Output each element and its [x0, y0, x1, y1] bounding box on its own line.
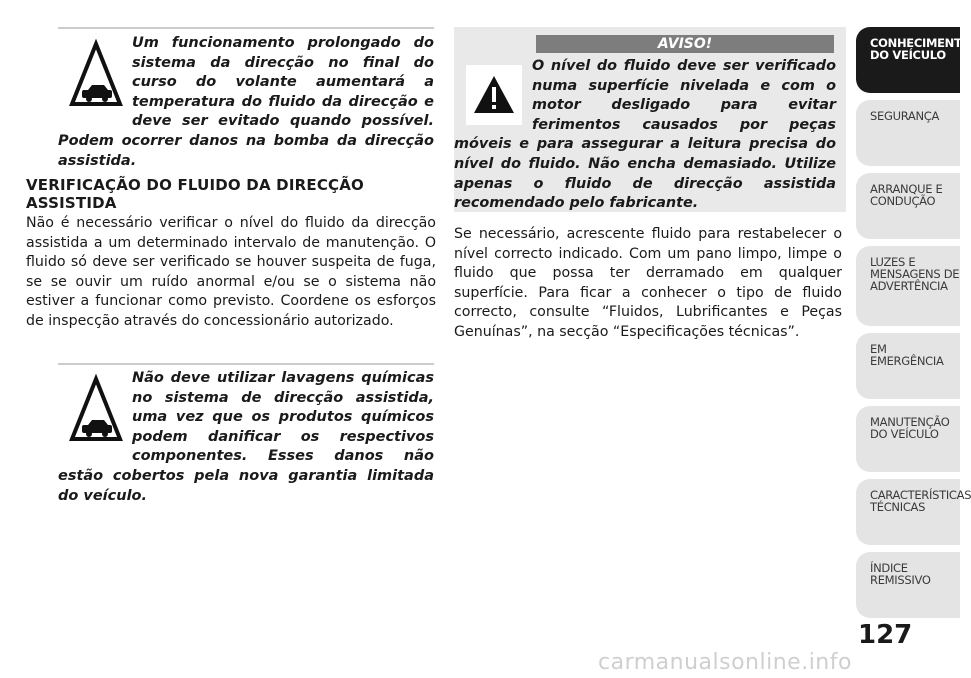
section-heading: VERIFICAÇÃO DO FLUIDO DA DIRECÇÃO ASSISTIDA — [26, 176, 364, 212]
page-number: 127 — [858, 620, 913, 650]
note-text: Não deve utilizar lavagens químicas no sistema de direcção assistida, uma vez que os produtos químicos podem danificar os respectivos componentes. Esses danos não estão cobertos pela nova garantia limitada do veículo. — [58, 370, 434, 504]
tab-indice[interactable]: ÍNDICE REMISSIVO — [856, 552, 960, 618]
car-warning-icon — [68, 375, 124, 451]
warning-title: AVISO! — [536, 35, 834, 53]
tab-conhecimento[interactable]: CONHECIMENTO DO VEÍCULO — [856, 27, 960, 93]
warning-text: O nível do fluido deve ser verificado numa superfície nivelada e com o motor desligado para evitar ferimentos causados por peças móveis e para assegurar a leitura precisa do nível do fluido. Não encha demasiado. Utilize apenas o fluido de direcção assistida recomendado pelo fabricante. — [454, 58, 836, 212]
watermark: carmanualsonline.info — [598, 650, 852, 675]
note-chemical-flush — [58, 369, 434, 506]
refill-instructions: Se necessário, acrescente fluido para restabelecer o nível correcto indicado. Com um pano limpo, limpe o fluido que possa ter derramado em qualquer superfície. Para ficar a conhecer o tipo de fluido correcto, consulte “Fluidos, Lubrificantes e Peças Genuínas”, na secção “Especificações técnicas”. — [454, 226, 842, 340]
car-warning-icon — [68, 40, 124, 116]
tab-manutencao[interactable]: MANUTENÇÃO DO VEÍCULO — [856, 406, 960, 472]
tab-seguranca[interactable]: SEGURANÇA — [856, 100, 960, 166]
note-text: Um funcionamento prolongado do sistema da direcção no final do curso do volante aumentará a temperatura do fluido da direcção e deve ser evitado quando possível. Podem ocorrer danos na bomba da direcção assistida. — [58, 35, 434, 169]
tab-emergencia[interactable]: EM EMERGÊNCIA — [856, 333, 960, 399]
tab-caracteristicas[interactable]: CARACTERÍSTICAS TÉCNICAS — [856, 479, 960, 545]
exclamation-warning-icon — [466, 65, 522, 125]
section-body: Não é necessário verificar o nível do fluido da direcção assistida a um determinado intervalo de manutenção. O fluido só deve ser verificado se houver suspeita de fuga, se se ouvir um ruído anormal e/ou se o sistema não estiver a funcionar como previsto. Coordene os esforços de inspecção através do concessionário autorizado. — [26, 215, 436, 329]
chapter-tabs — [856, 27, 971, 625]
tab-arranque[interactable]: ARRANQUE E CONDUÇÃO — [856, 173, 960, 239]
note-top-rule — [58, 27, 434, 29]
section-power-steering — [26, 176, 436, 332]
tab-luzes[interactable]: LUZES E MENSAGENS DE ADVERTÊNCIA — [856, 246, 960, 326]
note-top-rule — [58, 363, 434, 365]
note-steering-prolonged — [58, 34, 434, 171]
warning-box — [454, 27, 846, 212]
